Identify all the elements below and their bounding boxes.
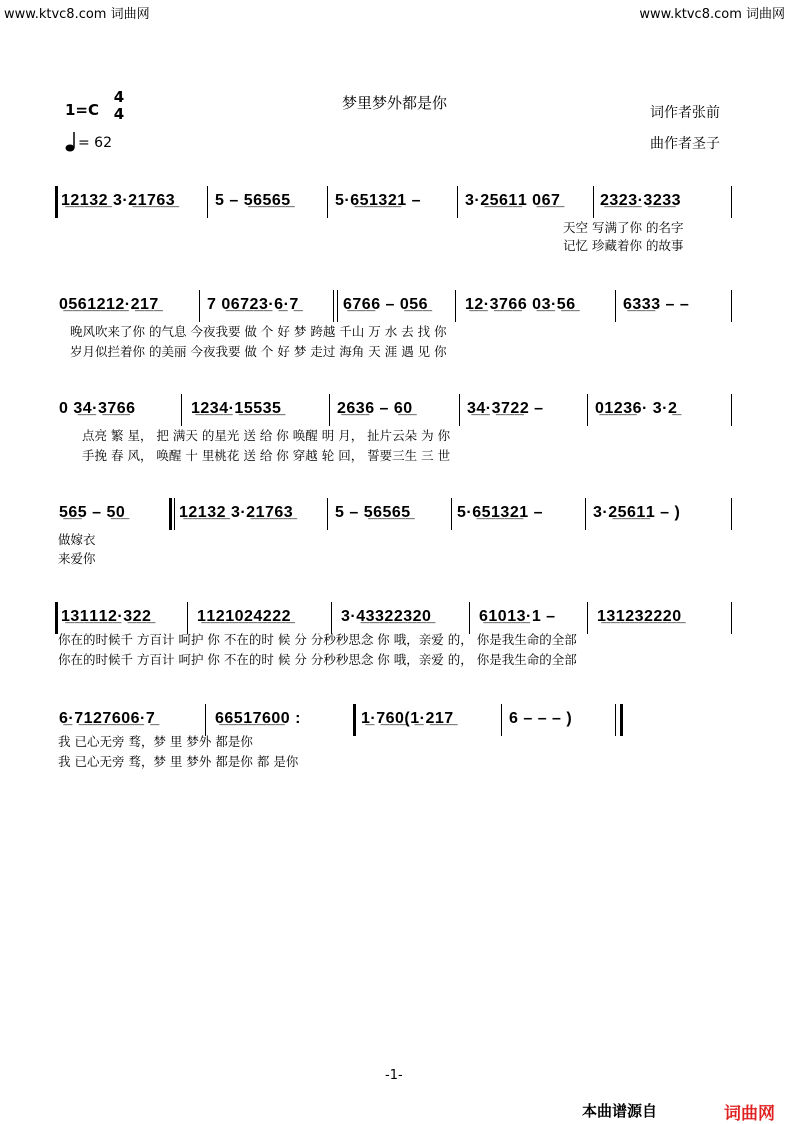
barline [207, 186, 208, 218]
measure: 1̲3̲1̲2̲3̲2̲2̲2̲0̲ [597, 608, 682, 625]
barline [587, 602, 588, 634]
measure: 5·6̲5̲1̲3̲2̲1 – [335, 192, 421, 209]
barline [731, 394, 732, 426]
barline [587, 394, 588, 426]
measure: 5·6̲5̲1̲3̲2̲1 – [457, 504, 543, 521]
lyrics-verse-1: 点亮 繁 星， 把 满天 的星光 送 给 你 唤醒 明 月， 扯片云朵 为 你 [82, 428, 451, 443]
measure: 6̲1̲0̲1̲3̲·1 – [479, 608, 556, 625]
measure: 3·2̲5̲6̲1̲1 0̲6̲7̲ [465, 192, 561, 209]
lyrics-verse-2: 我 已心无旁 骛，梦 里 梦外 都是你 都 是你 [58, 754, 299, 769]
measure: 0̲1̲2̲3̲6· 3·2̲ [595, 400, 678, 417]
measure: 1̲1̲2̲1̲0̲2̲4̲2̲2̲2̲ [197, 608, 291, 625]
measure: 1̲2̲1̲3̲2̲ 3·2̲1̲7̲6̲3̲ [61, 192, 176, 209]
time-signature-top: 4 [113, 88, 125, 106]
lyrics-verse-2: 你在的时候千 方百计 呵护 你 不在的时 候 分 分秒秒思念 你 哦，亲爱 的， 你是我生命的全部 [58, 652, 577, 667]
tempo-marking: = 62 [78, 135, 112, 151]
measure: 0̲5̲6̲1̲2̲1̲2̲·2̲1̲7̲ [59, 296, 159, 313]
barline [731, 602, 732, 634]
lyrics-verse-1: 晚风吹来了你 的气息 今夜我要 做 个 好 梦 跨越 千山 万 水 去 找 你 [70, 324, 447, 339]
measure: 1̲3̲1̲1̲1̲2̲·3̲2̲2̲ [61, 608, 152, 625]
composer-credit: 曲作者圣子 [650, 136, 720, 152]
barline [457, 186, 458, 218]
barline [731, 498, 732, 530]
quarter-note-icon [65, 131, 79, 157]
barline [329, 394, 330, 426]
measure: 6̲7̲6̲6 – 0̲5̲6̲ [343, 296, 429, 313]
barline [593, 186, 594, 218]
lyrics-verse-1: 我 已心无旁 骛，梦 里 梦外 都是你 [58, 734, 253, 749]
measure: 1̲·7̲6̲0̲(1̲·2̲1̲7̲ [361, 710, 454, 727]
time-signature [113, 89, 125, 123]
measure: 0 3̲4̲·3̲7̲6̲6 [59, 400, 136, 417]
measure: 2̲6̲3̲6 – 6̲0̲ [337, 400, 413, 417]
measure: 5 – 5̲6̲5̲6̲5̲ [215, 192, 291, 209]
barline [731, 290, 732, 322]
barline [327, 186, 328, 218]
song-title: 梦里梦外都是你 [342, 94, 448, 112]
watermark-right: www.ktvc8.com 词曲网 [639, 7, 785, 22]
lyricist-credit: 词作者张前 [650, 105, 720, 121]
barline [327, 498, 328, 530]
lyrics-verse-2: 手挽 春 风， 唤醒 十 里桃花 送 给 你 穿越 轮 回， 誓要三生 三 世 [82, 448, 451, 463]
barline [181, 394, 182, 426]
lyrics-verse-2: 记忆 珍藏着你 的故事 [563, 238, 684, 253]
measure: 1̲2̲1̲3̲2̲ 3·2̲1̲7̲6̲3̲ [179, 504, 294, 521]
barline [451, 498, 452, 530]
barline [585, 498, 586, 530]
lyrics-verse-2: 岁月似拦着你 的美丽 今夜我要 做 个 好 梦 走过 海角 天 涯 遇 见 你 [70, 344, 447, 359]
measure: 3̲4̲·3̲7̲2̲2 – [467, 400, 544, 417]
barline [731, 186, 732, 218]
score-system-4 [55, 498, 733, 538]
barline [337, 290, 338, 322]
repeat-start-barline [169, 498, 172, 530]
lyrics-verse-1: 天空 写满了你 的名字 [563, 220, 684, 235]
measure: 5 – 5̲6̲5̲6̲5̲ [335, 504, 411, 521]
measure: 1̲2̲3̲4̲·1̲5̲5̲3̲5̲ [191, 400, 282, 417]
time-signature-bottom: 4 [113, 105, 125, 123]
barline [174, 498, 175, 530]
measure: 1̲2̲·3̲7̲6̲6 0̲3̲·5̲6̲ [465, 296, 576, 313]
final-barline [620, 704, 623, 736]
barline [455, 290, 456, 322]
measure: 6 – – – ) [509, 710, 573, 727]
lyrics-verse-2: 来爱你 [58, 551, 96, 566]
measure: 5̲6̲5 – 5̲0̲ [59, 504, 126, 521]
measure: 7 0̲6̲7̲2̲3̲·6̲·7̲ [207, 296, 299, 313]
barline [615, 290, 616, 322]
lyrics-verse-1: 你在的时候千 方百计 呵护 你 不在的时 候 分 分秒秒思念 你 哦，亲爱 的， 你是我生命的全部 [58, 632, 577, 647]
watermark-left: www.ktvc8.com 词曲网 [4, 7, 150, 22]
page-number: -1- [385, 1068, 403, 1083]
barline [501, 704, 502, 736]
barline [459, 394, 460, 426]
measure: 6̲3̲3̲3 – – [623, 296, 690, 313]
site-logo[interactable]: 词曲网 [724, 1104, 775, 1124]
measure: 3·2̲5̲6̲1̲1 – ) [593, 504, 681, 521]
measure: 2̲3̲2̲3̲·3̲2̲3̲3 [600, 192, 682, 209]
barline [199, 290, 200, 322]
measure: 6̲6̲5̲1̲7̲6̲0̲0 : [215, 710, 301, 727]
repeat-end-barline [353, 704, 356, 736]
barline [615, 704, 616, 736]
source-label: 本曲谱源自 [582, 1102, 658, 1120]
lyrics-verse-1: 做嫁衣 [58, 532, 96, 547]
barline [333, 290, 334, 322]
repeat-start-barline [55, 186, 58, 218]
measure: 6̲·7̲1̲2̲7̲6̲0̲6̲·7̲ [59, 710, 156, 727]
measure: 3·4̲3̲3̲2̲2̲3̲2̲0̲ [341, 608, 432, 625]
key-signature: 1=C [65, 101, 100, 119]
